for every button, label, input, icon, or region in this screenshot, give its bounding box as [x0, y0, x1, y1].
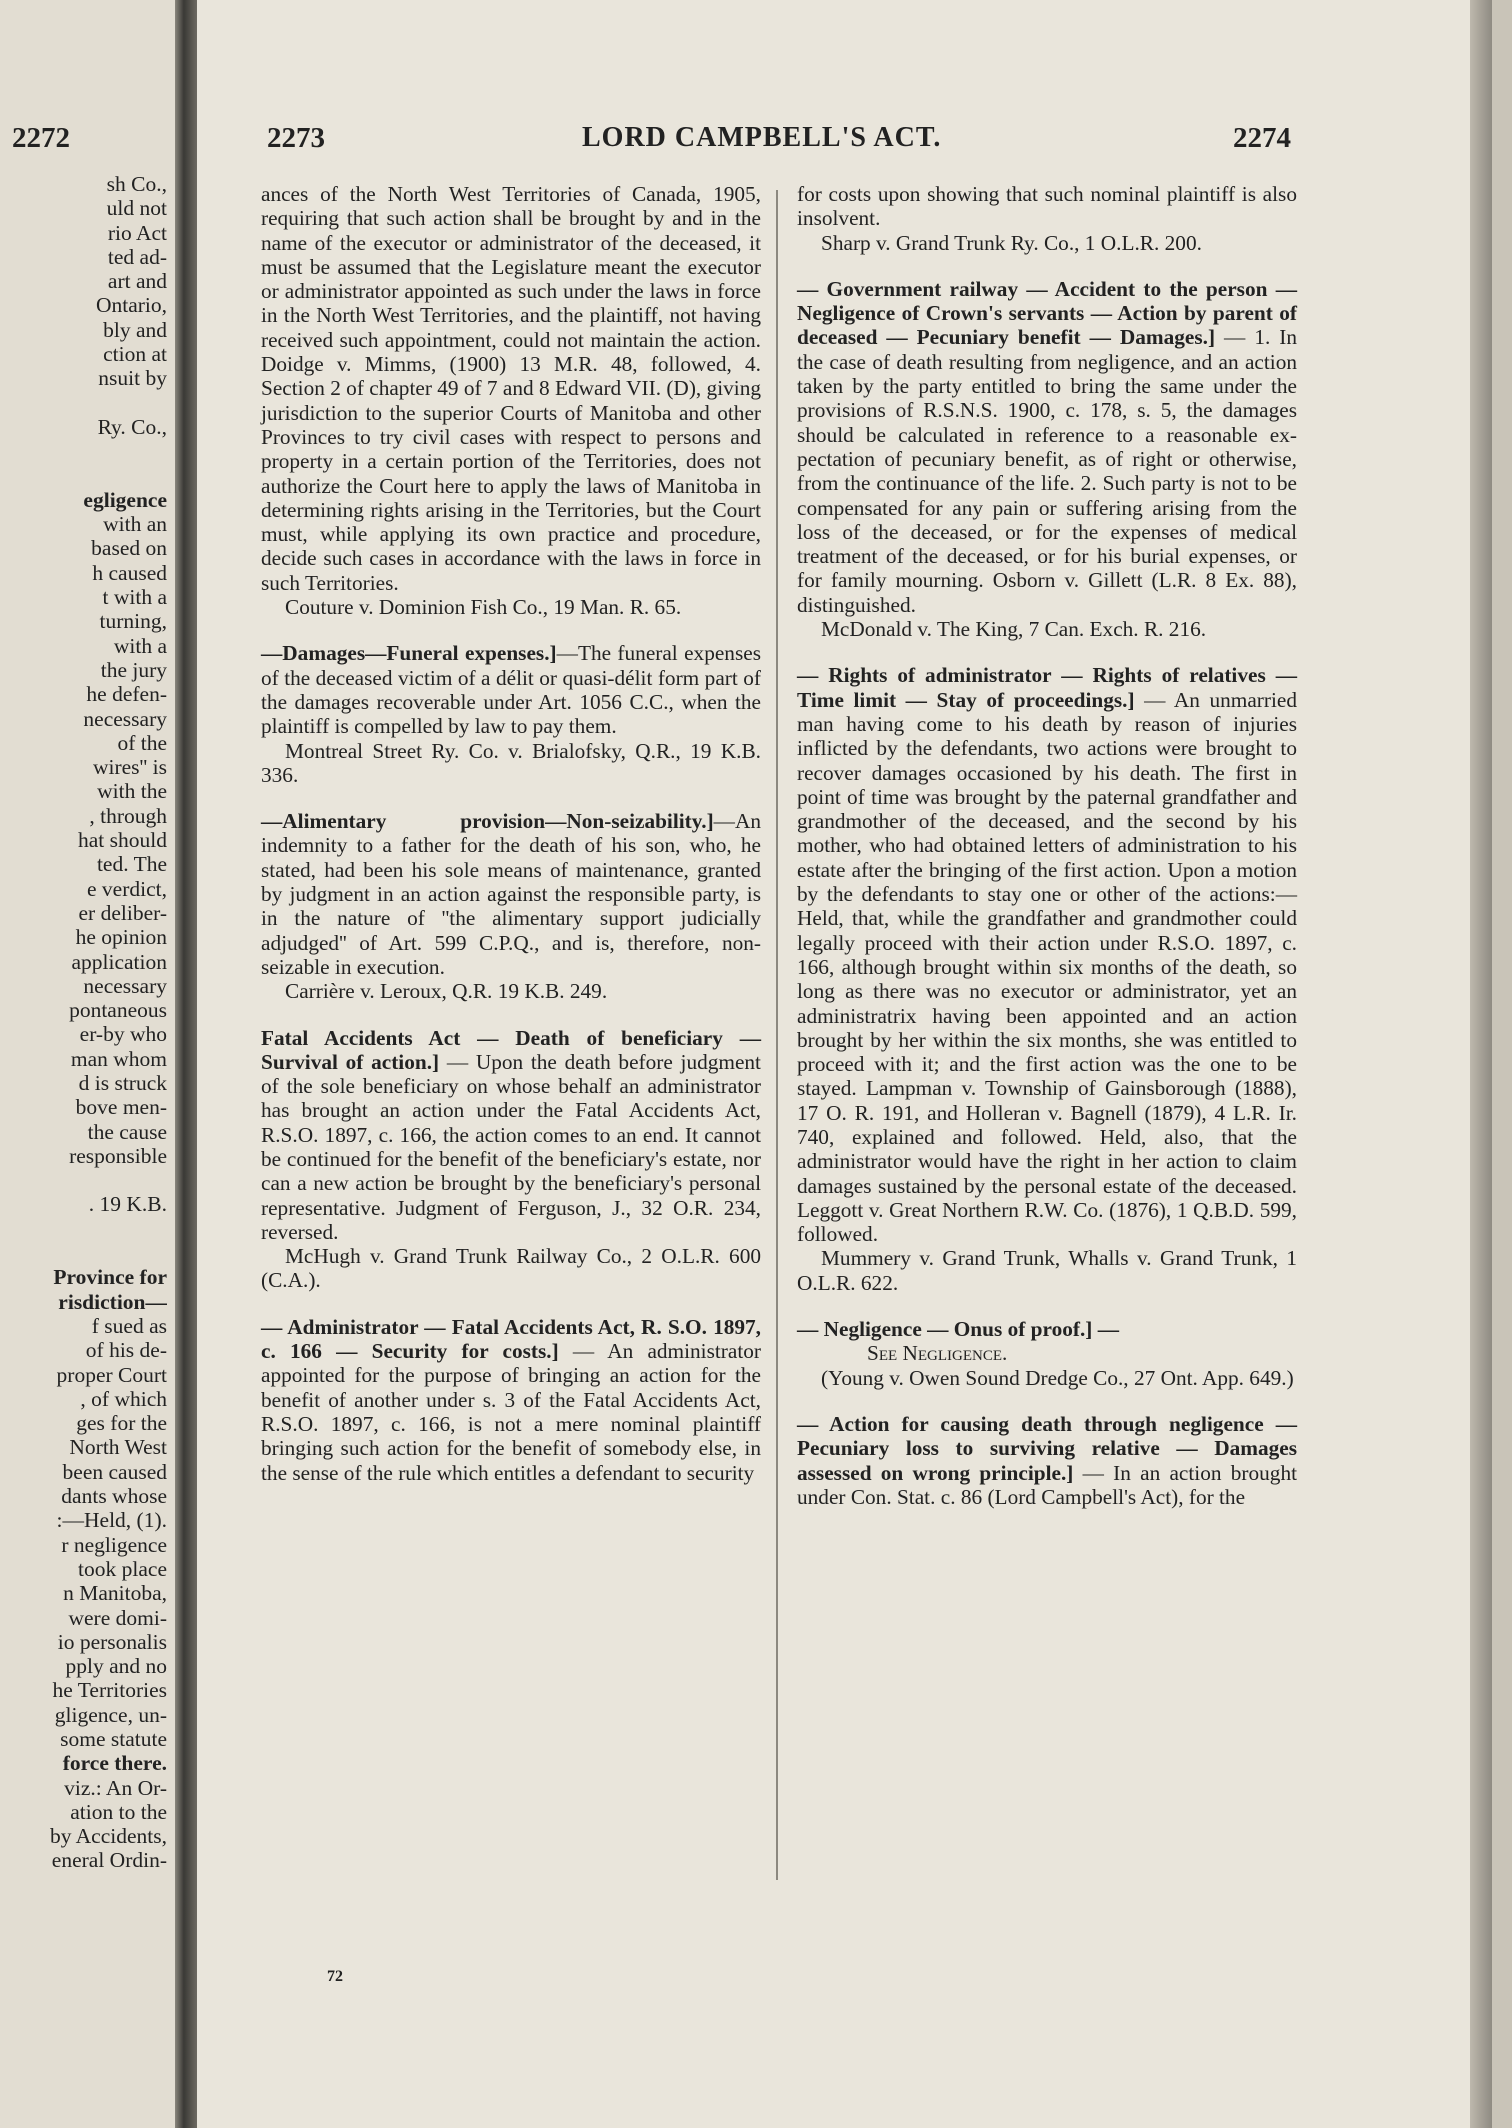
left-page-line: , of which	[80, 1386, 167, 1411]
left-page-line: took place	[78, 1556, 167, 1581]
case-citation: Carrière v. Leroux, Q.R. 19 K.B. 249.	[285, 979, 608, 1004]
page-edge-shadow	[1470, 0, 1492, 2128]
left-page-line	[0, 439, 167, 463]
page-header	[197, 122, 1492, 162]
case-citation: Montreal Street Ry. Co. v. Brialofsky, Q.R., 19 K.B. 336.	[261, 738, 761, 787]
entry-heading: — Action for causing death through negligence — Pecuniary loss to surviving relative — Damages assessed on wrong principle.]	[797, 1411, 1297, 1485]
left-page-line	[0, 1168, 167, 1192]
left-page-line: responsible	[69, 1143, 167, 1168]
entry	[797, 1412, 1297, 1509]
column-right	[797, 182, 1297, 1509]
left-page-line: turning,	[99, 609, 167, 634]
left-page-line	[0, 1217, 167, 1241]
left-page-line: been caused	[62, 1459, 167, 1484]
entry-text: — An administrator appointed for the purpose of bringing an action for the benefit of another under s. 3 of the Fatal Accidents Act, R.S.O. 1897, c. 166, is not a mere nominal plaintiff bringing such action for the benefit of somebody else, in the sense of the rule which entitles a defendant to security	[261, 1339, 761, 1485]
entry	[797, 1317, 1297, 1341]
left-page-number: 2272	[12, 122, 70, 154]
entry-text: — In an action brought under Con. Stat. c. 86 (Lord Campbell's Act), for the	[797, 1460, 1298, 1509]
left-page-line: ation to the	[70, 1799, 167, 1824]
page-number-left: 2273	[267, 122, 325, 154]
left-page-line: viz.: An Or-	[64, 1775, 167, 1800]
left-page-line: n Manitoba,	[63, 1581, 167, 1606]
entry-text: for costs upon showing that such nominal plaintiff is also insolvent.	[797, 182, 1297, 231]
left-page-line: necessary	[83, 973, 167, 998]
case-citation: McHugh v. Grand Trunk Railway Co., 2 O.L.R. 600 (C.A.).	[261, 1244, 761, 1293]
left-page-line: risdiction—	[58, 1289, 167, 1314]
left-page-line: based on	[91, 536, 167, 561]
main-page	[197, 0, 1492, 2128]
left-page-text	[0, 172, 167, 1873]
entry-text: ances of the North West Territories of Canada, 1905, requiring that such action shall be brought by and in the name of the executor or administrator of the deceased, it must be assumed that the Legislature meant the executor or administrator appointed as such under the laws in force in the North West Territories, and the plaintiff, not having received such appointment, could not maintain the action. Doidge v. Mimms, (1900) 13 M.R. 48, followed, 4. Section 2 of chapter 49 of 7 and 8 Edward VII. (D), giving jurisdiction to the superior Courts of Manitoba and other Provinces to try civil cases with respect to persons and property in a certain portion of the Territories, does not authorize the Court here to apply the laws of Manitoba in determining rights arising in the Territories, but the Court must, while applying its own practice and procedure, decide such cases in accordance with the laws in force in such Territories.	[261, 182, 761, 595]
left-page-line: , through	[89, 803, 167, 828]
left-page-line: some statute	[60, 1727, 167, 1751]
left-page-line: hat should	[78, 828, 167, 853]
entry-text: — 1. In the case of death resulting from negligence, and an action taken by the party entitled to bring the same under the provisions of R.S.N.S. 1900, c. 178, s. 5, the damages should be calculated in reference to a reasonable expectation of pecuniary benefit, as of right or otherwise, from the continuance of the life. 2. Such party is not to be compensated for any pain or suffering arising from the loss of the deceased, or for the expenses of medical treatment of the deceased, or for his burial expenses, or for family mourning. Osborn v. Gillett (L.R. 8 Ex. 88), distinguished.	[797, 325, 1298, 617]
left-page-line: dants whose	[61, 1484, 167, 1509]
left-facing-page	[0, 0, 175, 2128]
left-page-line: Ry. Co.,	[97, 414, 167, 439]
left-page-line: with a	[113, 633, 167, 658]
entry-text: — An unmarried man having come to his death by reason of injuries inflicted by the defendants, two actions were brought to recover damages occasioned by his death. The first in point of time was brought by the paternal grandfather and grandmother of the deceased, and the second by his mother, who had obtained letters of administration to his estate after the bringing of the first action. Upon a motion by the defendants to stay one or other of the actions:—Held, that, while the grandfather and grandmother could legally proceed with their action under R.S.O. 1897, c. 166, although brought within six months of the death, so long as there was no executor or administrator, yet an administratrix having been appointed and an action brought by her within the six months, she was entitled to proceed with it; and the first action was the one to be stayed. Lampman v. Township of Gainsborough (1888), 17 O. R. 191, and Holleran v. Bagnell (1879), 4 L.R. Ir. 740, explained and followed. Held, also, that the administrator would have the right in her action to claim damages sustained by the personal estate of the deceased. Leggott v. Great Northern R.W. Co. (1876), 1 Q.B.D. 599, followed.	[797, 687, 1297, 1247]
left-page-line: Province for	[53, 1265, 167, 1290]
entry	[261, 809, 761, 979]
left-page-line: application	[71, 949, 167, 974]
left-page-line: rio Act	[107, 220, 167, 245]
left-page-line: r negligence	[61, 1532, 167, 1557]
entry-text: —An indemnity to a father for the death of his son, who, he stated, had been his sole means of maintenance, granted by judgment in an action against the responsible party, is in the nature of ''the alimentary support judicially adjudged'' of Art. 599 C.P.Q., and is, therefore, nonseizable in execution.	[261, 809, 761, 979]
entry	[261, 1026, 761, 1245]
left-page-line: ted. The	[96, 852, 167, 877]
left-page-line: by Accidents,	[49, 1824, 167, 1849]
left-page-line: eneral Ordin-	[51, 1848, 167, 1873]
left-page-line: he opinion	[75, 925, 167, 950]
entry-heading: —Alimentary provision—Non-seizability.]	[261, 809, 714, 834]
left-page-line: the jury	[100, 657, 167, 682]
left-page-line: gligence, un-	[54, 1702, 167, 1727]
entry-heading: — Administrator — Fatal Accidents Act, R. S.O. 1897, c. 166 — Security for costs.]	[261, 1314, 761, 1364]
running-title: LORD CAMPBELL'S ACT.	[582, 122, 942, 153]
left-page-line: proper Court	[56, 1362, 167, 1387]
left-page-line: ted ad-	[107, 244, 167, 269]
left-page-line	[0, 464, 167, 488]
left-page-line: d is struck	[78, 1070, 167, 1095]
cross-reference: See Negligence.	[867, 1341, 1008, 1366]
left-page-line: t with a	[102, 585, 167, 610]
left-page-line: . 19 K.B.	[88, 1192, 167, 1217]
entry	[261, 641, 761, 738]
page-number-right: 2274	[1233, 122, 1291, 154]
entry	[261, 1315, 761, 1485]
left-page-line	[0, 391, 167, 415]
case-citation: McDonald v. The King, 7 Can. Exch. R. 216.	[821, 617, 1207, 642]
left-page-line: of the	[117, 730, 167, 755]
left-page-line: man whom	[70, 1046, 167, 1071]
left-page-line: er deliber-	[78, 900, 167, 925]
entry	[797, 663, 1297, 1246]
left-page-line: necessary	[83, 706, 167, 731]
left-page-line: uld not	[106, 196, 167, 221]
left-page-line: e verdict,	[87, 876, 167, 901]
left-page-line: pontaneous	[69, 998, 167, 1023]
entry-text: —The funeral expenses of the deceased victim of a délit or quasi-délit form part of the damages recoverable under Art. 1056 C.C., when the plaintiff is compelled by law to pay them.	[261, 641, 761, 739]
left-page-line: with the	[97, 779, 167, 804]
left-page-line: sh Co.,	[106, 172, 167, 196]
case-citation: (Young v. Owen Sound Dredge Co., 27 Ont. App. 649.)	[821, 1365, 1294, 1390]
left-page-line: ction at	[103, 342, 167, 367]
left-page-line: the cause	[87, 1119, 167, 1144]
left-page-line: art and	[107, 269, 167, 294]
left-page-line: were domi-	[68, 1605, 167, 1630]
left-page-line: nsuit by	[98, 366, 167, 391]
entry	[797, 277, 1297, 617]
entry-heading: Fatal Accidents Act — Death of beneficiary — Survival of action.]	[261, 1025, 761, 1074]
left-page-line: egligence	[83, 487, 167, 512]
left-page-line: bly and	[103, 317, 167, 342]
left-page-line: North West	[69, 1435, 167, 1460]
left-page-line: bove men-	[75, 1095, 167, 1120]
left-page-line: h caused	[92, 560, 167, 585]
left-page-line: with an	[103, 512, 167, 537]
column-divider	[776, 190, 778, 1880]
left-page-line: er-by who	[79, 1022, 167, 1047]
case-citation: Mummery v. Grand Trunk, Whalls v. Grand Trunk, 1 O.L.R. 622.	[797, 1246, 1297, 1295]
left-page-line: Ontario,	[95, 293, 167, 318]
entry-text: — Upon the death before judgment of the sole beneficiary on whose behalf an administrator has brought an action under the Fatal Accidents Act, R.S.O. 1897, c. 166, the action comes to an end. It cannot be continued for the benefit of the beneficiary's estate, nor can a new action be brought by the beneficiary's personal representative. Judgment of Ferguson, J., 32 O.R. 234, reversed.	[261, 1049, 761, 1244]
left-page-line: of his de-	[85, 1338, 167, 1363]
entry-heading: — Negligence — Onus of proof.] —	[797, 1317, 1120, 1342]
entry-heading: —Damages—Funeral expenses.]	[261, 641, 557, 666]
left-page-line: :—Held, (1).	[56, 1508, 167, 1533]
left-page-line: ges for the	[76, 1411, 167, 1436]
case-citation: Sharp v. Grand Trunk Ry. Co., 1 O.L.R. 200.	[821, 230, 1202, 255]
entry-heading: — Rights of administrator — Rights of relatives — Time limit — Stay of proceedings.]	[797, 663, 1297, 712]
left-page-line	[0, 1241, 167, 1265]
left-page-line: io personalis	[57, 1629, 167, 1654]
column-left	[261, 182, 761, 1485]
left-page-line: wires'' is	[92, 755, 167, 780]
entry-heading: — Government railway — Accident to the person — Negligence of Crown's servants — Action by parent of deceased — Pecuniary benefit — Damages.]	[797, 276, 1297, 350]
case-citation: Couture v. Dominion Fish Co., 19 Man. R. 65.	[285, 595, 682, 620]
book-gutter	[175, 0, 197, 2128]
left-page-line: he Territories	[52, 1678, 167, 1703]
signature-mark: 72	[327, 1968, 343, 1985]
left-page-line: force there.	[62, 1751, 167, 1776]
left-page-line: f sued as	[91, 1313, 167, 1338]
left-page-line: pply and no	[65, 1654, 167, 1679]
left-page-line: he defen-	[86, 682, 167, 707]
